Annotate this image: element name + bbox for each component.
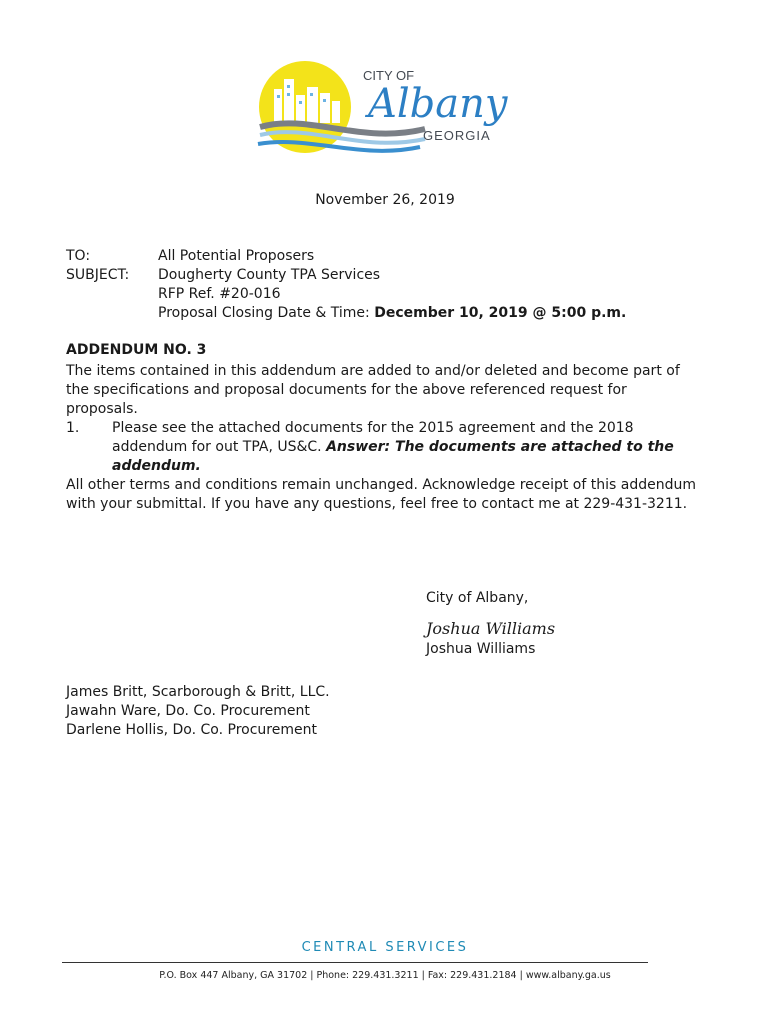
addendum-title: ADDENDUM NO. 3: [66, 342, 207, 358]
logo-city-of: CITY OF: [363, 68, 415, 83]
closing-paragraph: All other terms and conditions remain unchanged. Acknowledge receipt of this addendum with your submittal. If you have any questions, feel free to contact me at 229-431-3211.: [66, 477, 696, 512]
subject-value: Dougherty County TPA Services: [158, 267, 381, 283]
letter-date: November 26, 2019: [315, 192, 455, 208]
footer-divider: [62, 962, 648, 963]
memo-header: [66, 247, 626, 323]
closing-date-label: Proposal Closing Date & Time:: [158, 305, 370, 321]
cc-item: Jawahn Ware, Do. Co. Procurement: [66, 703, 310, 719]
item-answer: Answer: The documents are attached to the addendum.: [112, 439, 674, 474]
item-number: 1.: [66, 420, 80, 436]
logo-georgia: GEORGIA: [423, 128, 491, 143]
signature: Joshua Williams: [426, 619, 556, 638]
intro-paragraph: The items contained in this addendum are added to and/or deleted and become part of the specifications and proposal documents for the above referenced request for proposals.: [66, 363, 680, 417]
closing-date-line: [158, 304, 626, 323]
to-label: TO:: [66, 248, 91, 264]
item-question: Please see the attached documents for the 2015 agreement and the 2018 addendum for out TPA, US&C.: [112, 420, 634, 455]
footer-contact: P.O. Box 447 Albany, GA 31702 | Phone: 229.431.3211 | Fax: 229.431.2184 | www.albany.ga.us: [159, 970, 611, 981]
memo-subject-row: [66, 266, 626, 285]
closing-date-value: December 10, 2019 @ 5:00 p.m.: [374, 305, 627, 321]
subject-label: SUBJECT:: [66, 267, 130, 283]
memo-rfp-row: [66, 285, 626, 304]
cc-list: [66, 683, 330, 740]
footer-department: CENTRAL SERVICES: [301, 940, 469, 955]
cc-item: Darlene Hollis, Do. Co. Procurement: [66, 722, 317, 738]
sign-off: City of Albany,: [426, 590, 529, 606]
rfp-reference: RFP Ref. #20-016: [158, 286, 281, 302]
cc-item: James Britt, Scarborough & Britt, LLC.: [66, 684, 330, 700]
addendum-item: [66, 419, 686, 476]
to-value: All Potential Proposers: [158, 248, 315, 264]
memo-to-row: [66, 247, 626, 266]
memo-closing-row: [66, 304, 626, 323]
item-text-block: [112, 419, 686, 476]
signer-name: Joshua Williams: [426, 641, 536, 657]
city-of-albany-logo: [250, 55, 530, 165]
signature-block: [426, 589, 555, 659]
logo-albany: Albany: [368, 81, 508, 127]
